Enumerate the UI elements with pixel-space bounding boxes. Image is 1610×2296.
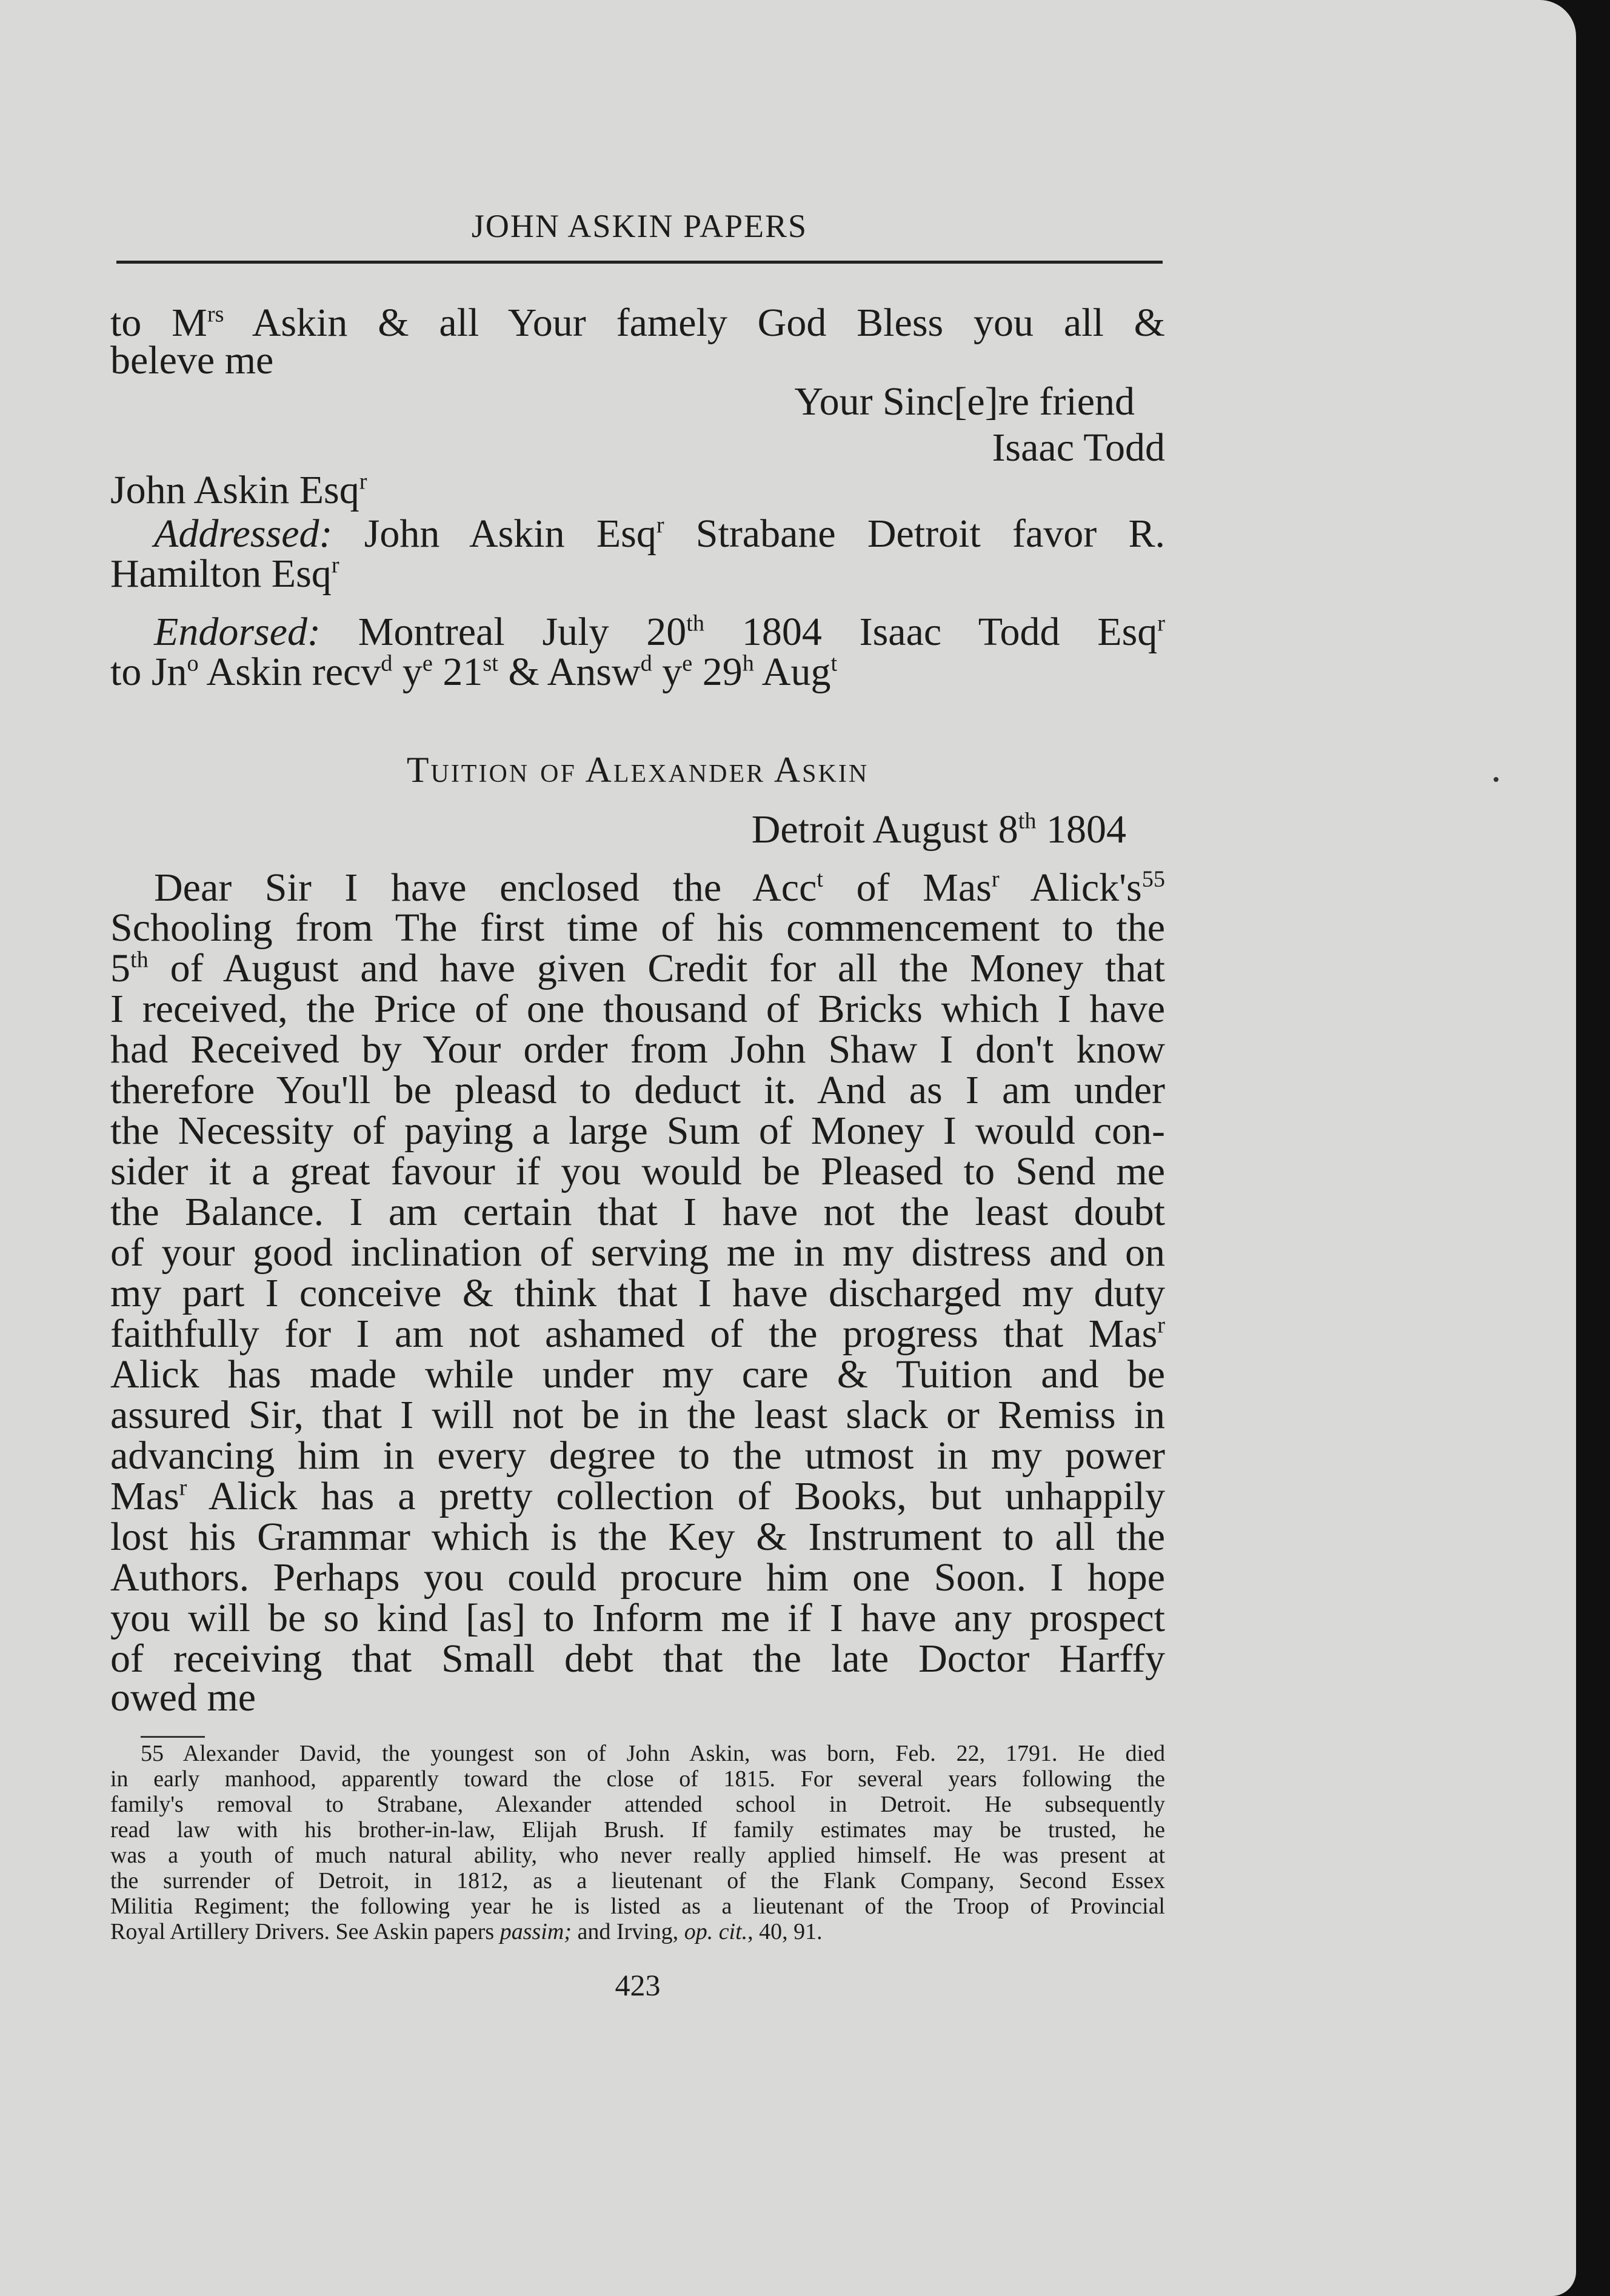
footnote-line: 55 Alexander David, the youngest son of John Askin, was born, Feb. 22, 1791. He died [141,1741,1165,1766]
recipient: John Askin Esq$^r$ [110,468,367,512]
footnote-line: Militia Regiment; the following year he is listed as a lieutenant of the Troop of Provincial [110,1894,1165,1919]
footnote-line: the surrender of Detroit, in 1812, as a lieutenant of the Flank Company, Second Essex [110,1868,1165,1894]
body-line: faithfully for I am not ashamed of the progress that Mas$^r$ [110,1312,1165,1356]
body-line-first: Dear Sir I have enclosed the Acc$^t$ of Mas$^r$ $Alick's^{55}$ [154,866,1165,910]
addressed-line-2: Hamilton Esq$^r$ [110,552,339,596]
footnote-rule [141,1736,205,1738]
body-line: assured Sir, that I will not be in the least slack or Remiss in [110,1393,1165,1437]
dateline: Detroit August 8th 1804 [751,807,1126,852]
body-line-last: owed me [110,1675,256,1720]
body-line: had Received by Your order from John Shaw I don't know [110,1027,1165,1072]
footnote-line: family's removal to Strabane, Alexander attended school in Detroit. He subsequently [110,1792,1165,1817]
body-line: I received, the Price of one thousand of Bricks which I have [110,987,1165,1031]
footnote-line-last: Royal Artillery Drivers. See Askin papers passim; and Irving, op. cit., 40, 91. [110,1919,823,1944]
signature: Isaac Todd [992,425,1165,470]
body-line: Authors. Perhaps you could procure him one Soon. I hope [110,1555,1165,1600]
body-line: Schooling from The first time of his commencement to the [110,906,1165,950]
body-line: the Necessity of paying a large Sum of Money I would con- [110,1109,1165,1153]
body-line: advancing him in every degree to the utmost in my power [110,1433,1165,1478]
endorsed-line-2: to Jn$^o$ Askin recv$^d$ $y^e$ 21st & Answ$^d$ $y^e$ 29$^h$ Aug$^t$ [110,650,838,694]
paper-speck [1494,777,1498,782]
body-line: of receiving that Small debt that the late Doctor Harffy [110,1637,1165,1681]
section-title: Tuition of Alexander Askin [406,750,869,790]
body-line: sider it a great favour if you would be Pleased to Send me [110,1149,1165,1193]
footnote-line: was a youth of much natural ability, who never really applied himself. He was present at [110,1843,1165,1868]
body-line: the Balance. I am certain that I have not the least doubt [110,1190,1165,1234]
body-line: 5th of August and have given Credit for all the Money that [110,946,1165,990]
body-line: Mas$^r$ Alick has a pretty collection of Books, but unhappily [110,1474,1165,1518]
salutation: Your Sinc[e]re friend [794,379,1135,424]
page-number: 423 [615,1968,661,2002]
body-line: therefore You'll be pleasd to deduct it. And as I am under [110,1068,1165,1112]
body-line: of your good inclination of serving me in my distress and on [110,1230,1165,1275]
closing-line-2: beleve me [110,338,274,382]
addressed-line-1: Addressed: John Askin Esq$^r$ Strabane Detroit favor R. [154,512,1165,556]
endorsed-line-1: Endorsed: Montreal July 20th 1804 Isaac Todd Esq$^r$ [154,610,1165,654]
footnote-line: in early manhood, apparently toward the close of 1815. For several years following the [110,1766,1165,1792]
body-line: my part I conceive & think that I have discharged my duty [110,1271,1165,1315]
running-header: JOHN ASKIN PAPERS [471,208,808,244]
header-rule [116,261,1163,264]
body-line: you will be so kind [as] to Inform me if I have any prospect [110,1596,1165,1640]
footnote-line: read law with his brother-in-law, Elijah Brush. If family estimates may be trusted, he [110,1817,1165,1843]
body-line: lost his Grammar which is the Key & Instrument to all the [110,1515,1165,1559]
body-line: Alick has made while under my care & Tuition and be [110,1352,1165,1397]
closing-line-1: to $M^{rs}$ Askin & all Your famely God Bless you all & [110,301,1165,345]
